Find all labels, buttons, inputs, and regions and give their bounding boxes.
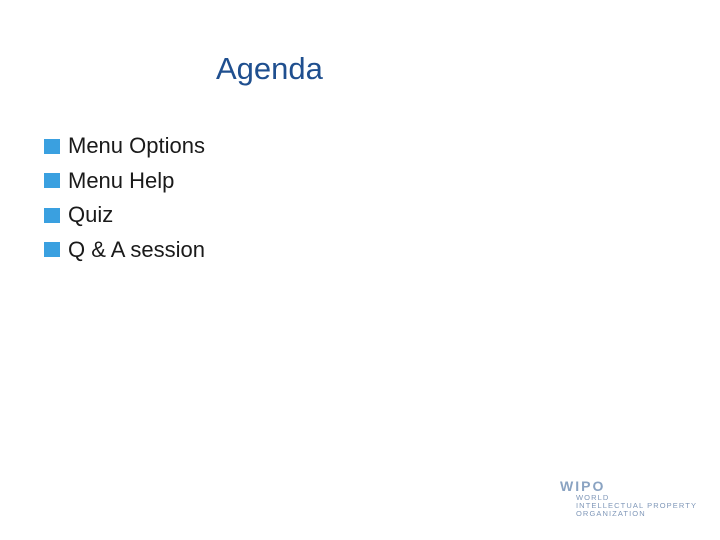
agenda-item [44, 129, 205, 164]
agenda-list [44, 129, 205, 267]
logo-acronym: WIPO [560, 478, 606, 494]
agenda-item-label: Menu Help [68, 167, 175, 193]
agenda-item [44, 164, 205, 199]
logo-line-intellectual-property: INTELLECTUAL PROPERTY [576, 501, 698, 510]
agenda-item [44, 233, 205, 268]
agenda-item-label: Menu Options [68, 133, 205, 159]
agenda-item [44, 198, 205, 233]
wipo-logo [560, 478, 700, 518]
square-bullet-icon [44, 173, 60, 188]
square-bullet-icon [44, 139, 60, 154]
logo-line-organization: ORGANIZATION [576, 509, 646, 518]
slide-title: Agenda [216, 51, 323, 86]
square-bullet-icon [44, 242, 60, 257]
logo-line-world: WORLD [576, 493, 610, 502]
square-bullet-icon [44, 208, 60, 223]
agenda-item-label: Q & A session [68, 236, 205, 262]
agenda-item-label: Quiz [68, 202, 114, 228]
